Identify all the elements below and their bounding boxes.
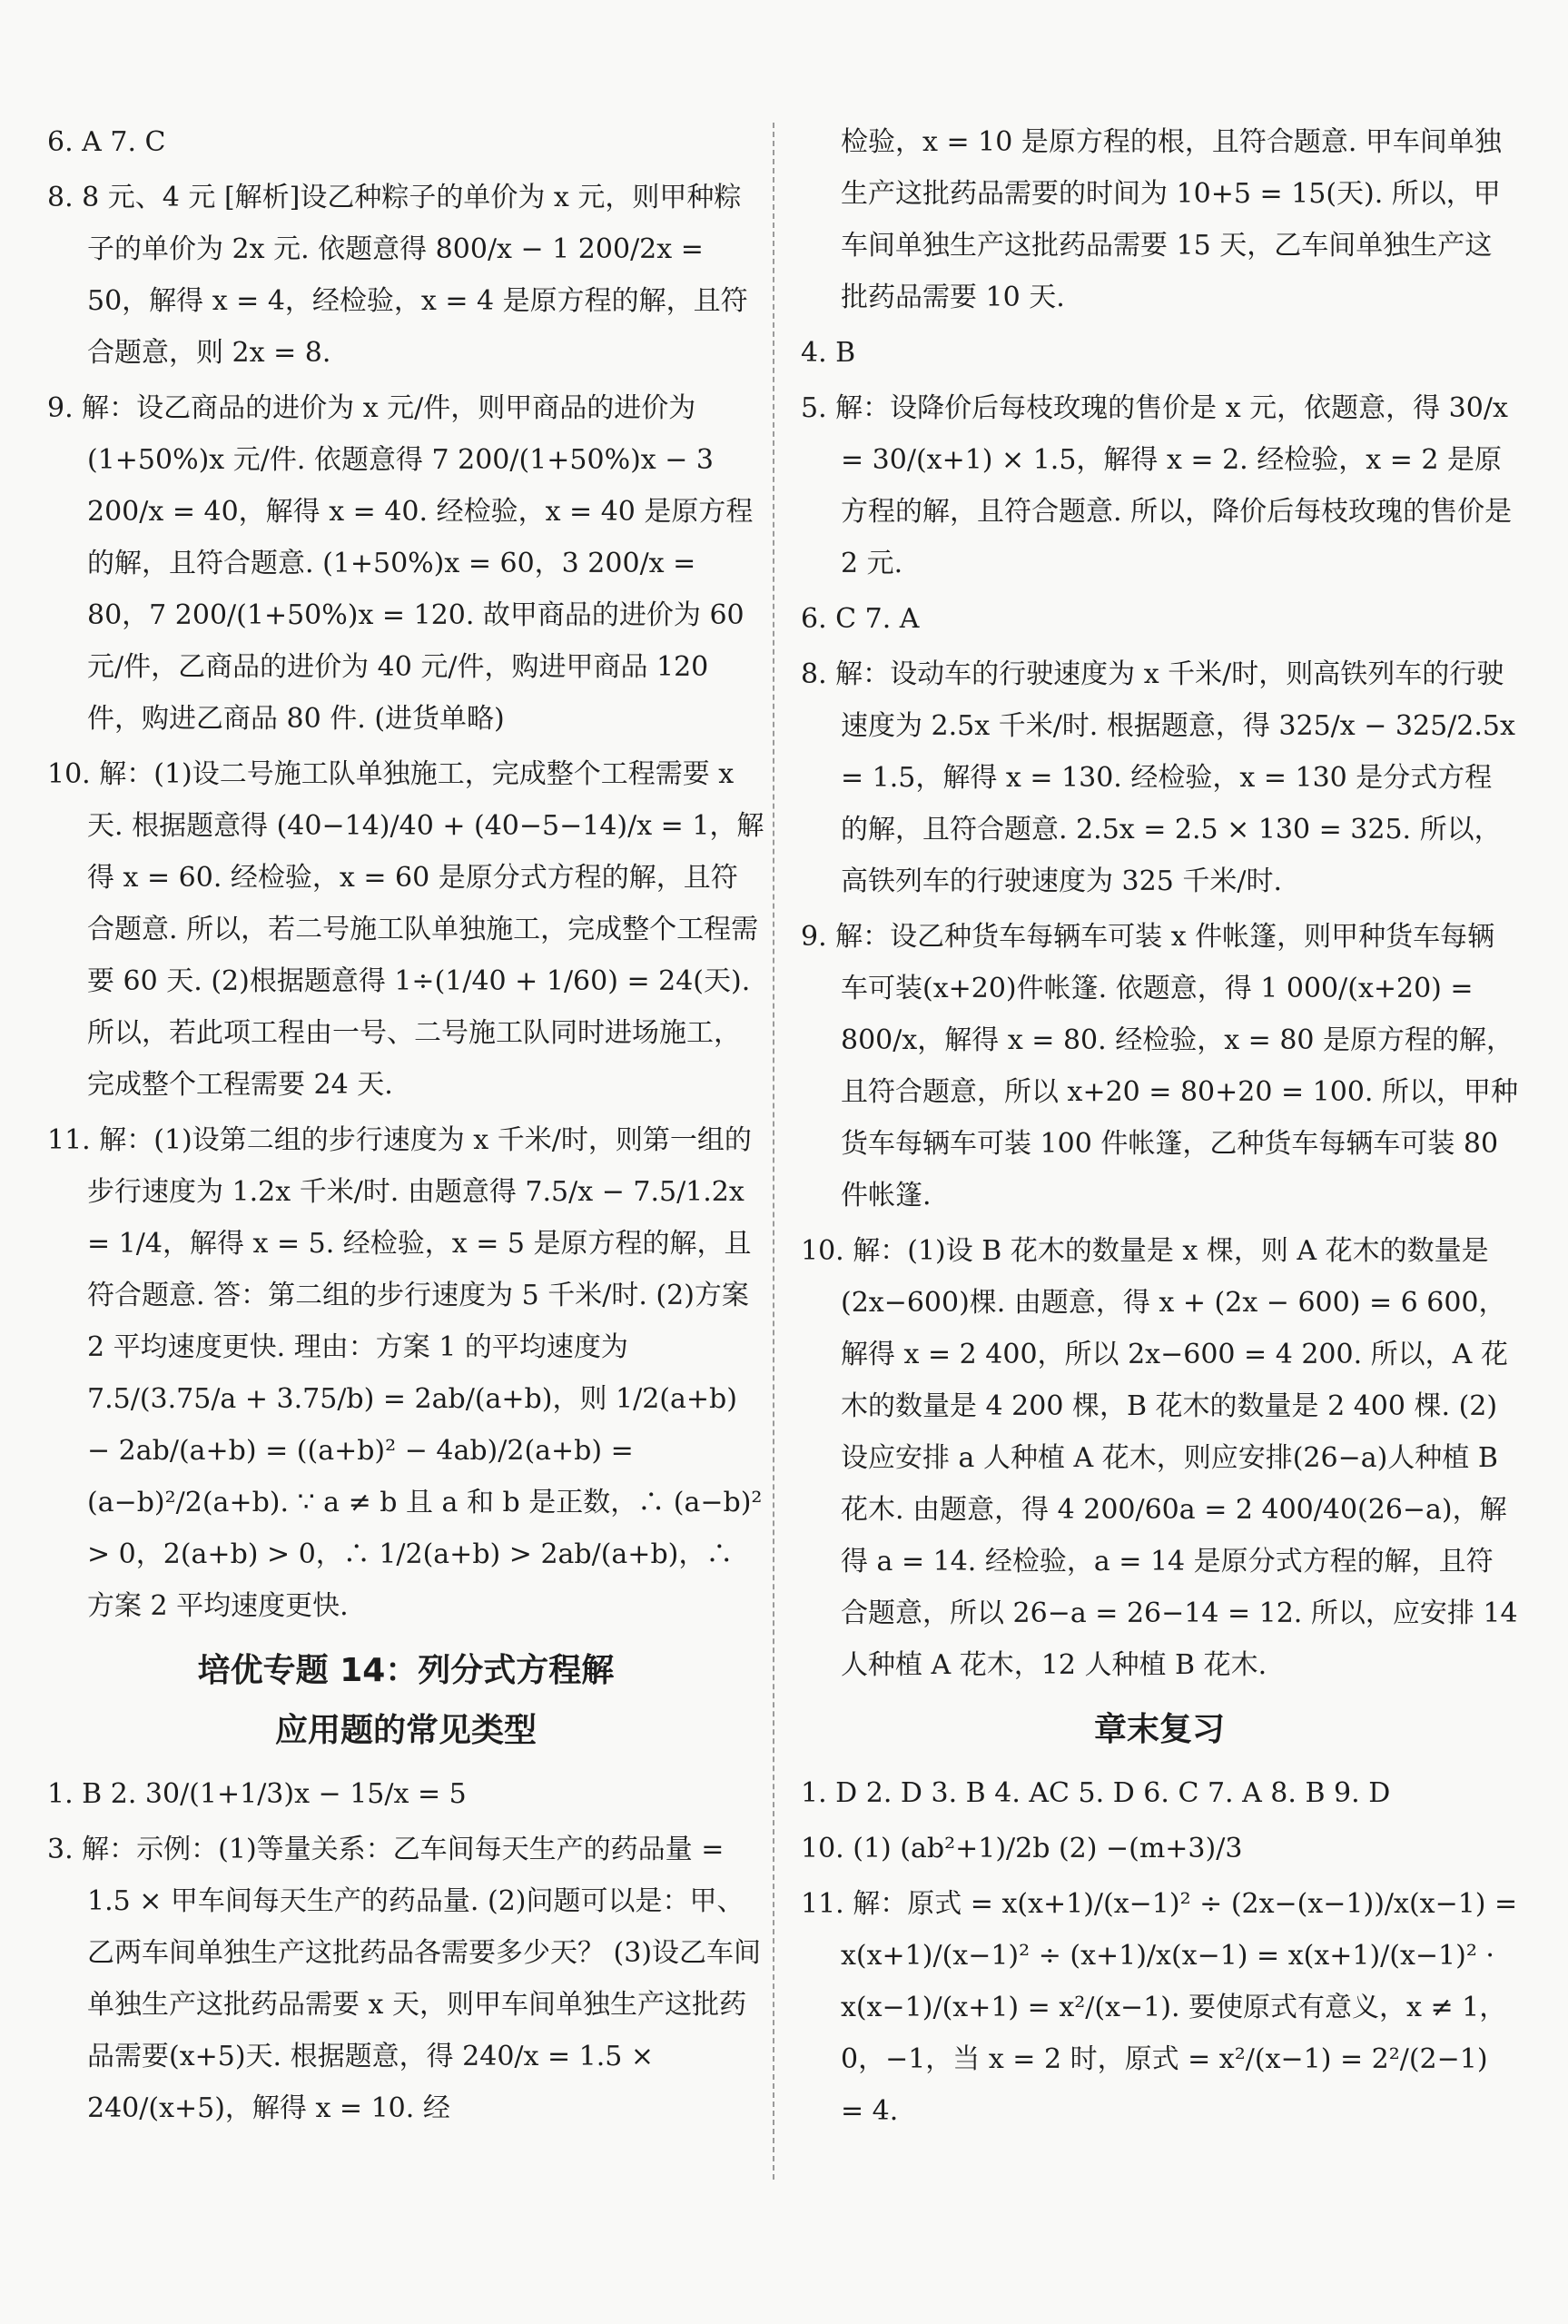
review-answers-1-9: 1. D 2. D 3. B 4. AC 5. D 6. C 7. A 8. B 9. D [801, 1777, 1391, 1809]
review-answer-11: 11. 解：原式 = x(x+1)/(x−1)² ÷ (2x−(x−1))/x(x−1) = x(x+1)/(x−1)² ÷ (x+1)/x(x−1) = x(x+1)/(x−1)² · x(x−1)/(x+1) = x²/(x−1). 要使原式有意义，x ≠ 1，0，−1，当 x = 2 时，原式 = x²/(x−1) = 2²/(2−1) = 4. [801, 1888, 1518, 2127]
right-column [801, 116, 1518, 2141]
answer-4: 4. B [801, 337, 856, 369]
column-divider [773, 123, 774, 2180]
answer-6-7b: 6. C 7. A [801, 603, 920, 635]
chapter-review-title: 章末复习 [1093, 1711, 1225, 1748]
special-answer-1-2: 1. B 2. 30/(1+1/3)x − 15/x = 5 [47, 1778, 467, 1810]
answer-5: 5. 解：设降价后每枝玫瑰的售价是 x 元，依题意，得 30/x = 30/(x+1) × 1.5，解得 x = 2. 经检验，x = 2 是原方程的解，且符合题意. 所以，降价后每枝玫瑰的售价是 2 元. [801, 392, 1513, 579]
answer-6-7: 6. A 7. C [47, 126, 166, 158]
answer-3-continued: 检验，x = 10 是原方程的根，且符合题意. 甲车间单独生产这批药品需要的时间为 10+5 = 15(天). 所以，甲车间单独生产这批药品需要 15 天，乙车间单独生产这批药品需要 10 天. [841, 126, 1502, 313]
left-column [47, 116, 764, 2138]
answer-8b: 8. 解：设动车的行驶速度为 x 千米/时，则高铁列车的行驶速度为 2.5x 千米/时. 根据题意，得 325/x − 325/2.5x = 1.5，解得 x = 130. 经检验，x = 130 是分式方程的解，且符合题意. 2.5x = 2.5 × 130 = 325. 所以，高铁列车的行驶速度为 325 千米/时. [801, 658, 1515, 897]
review-answer-10: 10. (1) (ab²+1)/2b (2) −(m+3)/3 [801, 1833, 1243, 1864]
answer-8: 8. 8 元、4 元 [解析]设乙种粽子的单价为 x 元，则甲种粽子的单价为 2x 元. 依题意得 800/x − 1 200/2x = 50，解得 x = 4，经检验，x = 4 是原方程的解，且符合题意，则 2x = 8. [47, 182, 748, 369]
section-title-line-1: 培优专题 14：列分式方程解 [197, 1652, 615, 1689]
answer-9: 9. 解：设乙商品的进价为 x 元/件，则甲商品的进价为(1+50%)x 元/件. 依题意得 7 200/(1+50%)x − 3 200/x = 40，解得 x = 40. 经检验，x = 40 是原方程的解，且符合题意. (1+50%)x = 60，3 200/x = 80，7 200/(1+50%)x = 120. 故甲商品的进价为 60 元/件，乙商品的进价为 40 元/件，购进甲商品 120 件，购进乙商品 80 件. (进货单略) [47, 392, 754, 735]
answer-10b: 10. 解：(1)设 B 花木的数量是 x 棵，则 A 花木的数量是(2x−600)棵. 由题意，得 x + (2x − 600) = 6 600，解得 x = 2 400，所以 2x−600 = 4 200. 所以，A 花木的数量是 4 200 棵，B 花木的数量是 2 400 棵. (2)设应安排 a 人种植 A 花木，则应安排(26−a)人种植 B 花木. 由题意，得 4 200/60a = 2 400/40(26−a)，解得 a = 14. 经检验，a = 14 是原分式方程的解，且符合题意，所以 26−a = 26−14 = 12. 所以，应安排 14 人种植 A 花木，12 人种植 B 花木. [801, 1235, 1518, 1681]
special-answer-3: 3. 解：示例：(1)等量关系：乙车间每天生产的药品量 = 1.5 × 甲车间每天生产的药品量. (2)问题可以是：甲、乙两车间单独生产这批药品各需要多少天？ (3)设乙车间单独生产这批药品需要 x 天，则甲车间单独生产这批药品需要(x+5)天. 根据题意，得 240/x = 1.5 × 240/(x+5)，解得 x = 10. 经 [47, 1834, 762, 2124]
section-title-line-2: 应用题的常见类型 [274, 1712, 537, 1749]
answer-10: 10. 解：(1)设二号施工队单独施工，完成整个工程需要 x 天. 根据题意得 (40−14)/40 + (40−5−14)/x = 1，解得 x = 60. 经检验，x = 60 是原分式方程的解，且符合题意. 所以，若二号施工队单独施工，完成整个工程需要 60 天. (2)根据题意得 1÷(1/40 + 1/60) = 24(天). 所以，若此项工程由一号、二号施工队同时进场施工，完成整个工程需要 24 天. [47, 758, 764, 1101]
answer-9b: 9. 解：设乙种货车每辆车可装 x 件帐篷，则甲种货车每辆车可装(x+20)件帐篷. 依题意，得 1 000/(x+20) = 800/x，解得 x = 80. 经检验，x = 80 是原方程的解，且符合题意，所以 x+20 = 80+20 = 100. 所以，甲种货车每辆车可装 100 件帐篷，乙种货车每辆车可装 80 件帐篷. [801, 921, 1519, 1211]
answer-11: 11. 解：(1)设第二组的步行速度为 x 千米/时，则第一组的步行速度为 1.2x 千米/时. 由题意得 7.5/x − 7.5/1.2x = 1/4，解得 x = 5. 经检验，x = 5 是原方程的解，且符合题意. 答：第二组的步行速度为 5 千米/时. (2)方案 2 平均速度更快. 理由：方案 1 的平均速度为 7.5/(3.75/a + 3.75/b) = 2ab/(a+b)，则 1/2(a+b) − 2ab/(a+b) = ((a+b)² − 4ab)/2(a+b) = (a−b)²/2(a+b). ∵ a ≠ b 且 a 和 b 是正数，∴ (a−b)² > 0，2(a+b) > 0，∴ 1/2(a+b) > 2ab/(a+b)，∴ 方案 2 平均速度更快. [47, 1124, 763, 1622]
